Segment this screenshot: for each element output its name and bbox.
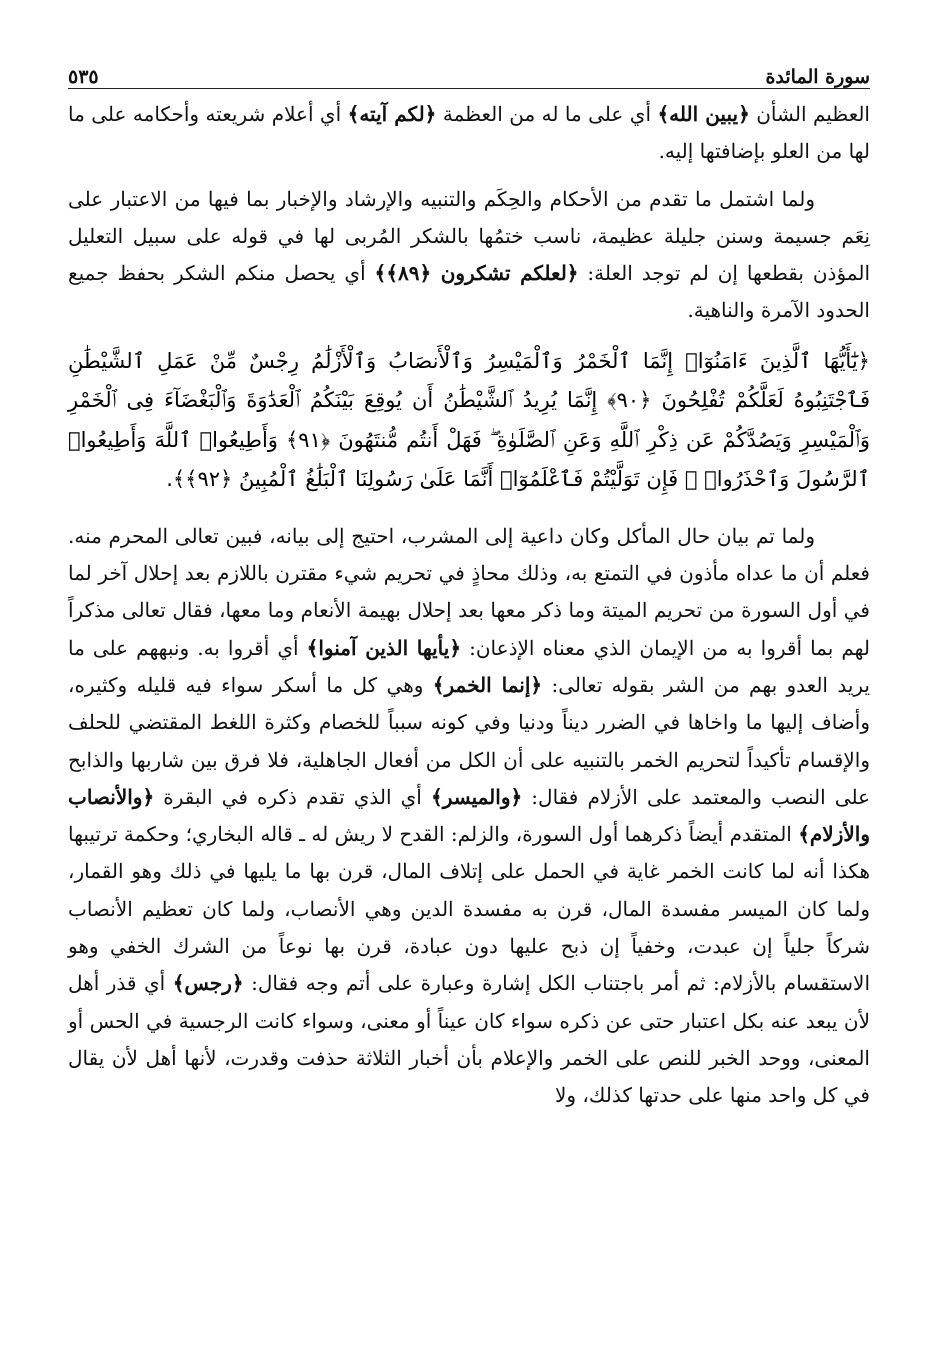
text: ولما اشتمل ما تقدم من الأحكام والحِكَم والتنبيه والإرشاد والإخبار بما فيها من الاعتبار على نِعَم جسيمة وسنن جليلة عظيمة، ناسب ختمُها بالشكر المُربى لها في قوله على سبيل التعليل المؤذن بقطعها إن لم توجد العلة: — [68, 186, 871, 286]
text: أي أقروا به. ونبههم على ما يريد العدو بهم من الشر بقوله تعالى: — [68, 635, 870, 697]
text: أي أعلام شريعته وأحكامه على ما لها من العلو بإضافتها إليه. — [68, 102, 870, 164]
text: وهي كل ما أسكر سواء فيه قليله وكثيره، وأضاف إليها ما واخاها في الضرر ديناً ودنيا وفي كونه سبباً للخصام وكثرة اللغط المقتضي للحلف والإقسام تأكيداً لتحريم الخمر بالتنبيه على أن الكل من أفعال الجاهلية، فلا فرق بين شاربها والذابح على النصب والمعتمد على الأزلام فقال: — [68, 672, 871, 809]
page-header — [68, 56, 870, 88]
quran-verse: ﴿يَٰٓأَيُّهَا ٱلَّذِينَ ءَامَنُوٓا۟ إِنَّمَا ٱلْخَمْرُ وَٱلْمَيْسِرُ وَٱلْأَنصَابُ وَٱلْأَزْلَٰمُ رِجْسٌ مِّنْ عَمَلِ ٱلشَّيْطَٰنِ فَٱجْتَنِبُوهُ لَعَلَّكُمْ تُفْلِحُونَ ﴿٩٠﴾ إِنَّمَا يُرِيدُ ٱلشَّيْطَٰنُ أَن يُوقِعَ بَيْنَكُمُ ٱلْعَدَٰوَةَ وَٱلْبَغْضَآءَ فِى ٱلْخَمْرِ وَٱلْمَيْسِرِ وَيَصُدَّكُمْ عَن ذِكْرِ ٱللَّهِ وَعَنِ ٱلصَّلَوٰةِ ۖ فَهَلْ أَنتُم مُّنتَهُونَ ﴿٩١﴾ وَأَطِيعُوا۟ ٱللَّهَ وَأَطِيعُوا۟ ٱلرَّسُولَ وَٱحْذَرُوا۟ ۚ فَإِن تَوَلَّيْتُمْ فَٱعْلَمُوٓا۟ أَنَّمَا عَلَىٰ رَسُولِنَا ٱلْبَلَٰغُ ٱلْمُبِينُ ﴿٩٢﴾﴾. — [68, 348, 870, 492]
surah-title: سورة المائدة — [765, 66, 870, 88]
text: أي قذر أهل لأن يبعد عنه بكل اعتبار حتى عن ذكره سواء كان عيناً أو معنى، وسواء كانت الرجسية في الحس أو المعنى، ووحد الخبر للنص على الخمر والإعلام بأن أخبار الثلاثة حذفت وقدرت، لأنها أهل لأن يقال في كل واحد منها على حدتها كذلك، ولا — [68, 971, 870, 1108]
quoted-phrase: ﴿والميسر﴾ — [430, 784, 523, 809]
text: أي يحصل منكم الشكر بحفظ جميع الحدود الآمرة والناهية. — [68, 261, 870, 323]
text: العظيم الشأن — [749, 102, 870, 126]
header-rule — [68, 88, 870, 89]
quoted-phrase: ﴿رجس﴾ — [172, 971, 244, 996]
paragraph-2 — [68, 181, 870, 330]
quoted-phrase: ﴿لعلكم تشكرون ﴿٨٩﴾﴾ — [374, 261, 579, 286]
text: ولما تم بيان حال المأكل وكان داعية إلى المشرب، احتيج إلى بيانه، فبين تعالى المحرم منه. فعلم أن ما عداه مأذون في التمتع به، وذلك محاذٍ في تحريم شيء مقترن باللازم بعد إحلال آخر لما في أول السورة من تحريم الميتة وما ذكر معها بعد إحلال بهيمة الأنعام وما معها، فقال تعالى مذكراً لهم بما أقروا به من الإيمان الذي معناه الإذعان: — [68, 523, 870, 660]
quoted-phrase: ﴿يأيها الذين آمنوا﴾ — [306, 635, 462, 660]
page-number: ٥٣٥ — [68, 66, 99, 88]
paragraph-3 — [68, 518, 870, 1115]
quoted-phrase: ﴿إنما الخمر﴾ — [432, 672, 543, 697]
page-body — [68, 96, 870, 1115]
text: أي الذي تقدم ذكره في البقرة — [154, 784, 431, 809]
quoted-phrase: ﴿يبين الله﴾ — [657, 102, 750, 126]
text: أي على ما له من العظمة — [436, 102, 658, 126]
paragraph-1 — [68, 96, 870, 171]
quoted-phrase: ﴿لكم آيته﴾ — [347, 102, 437, 126]
text: المتقدم أيضاً ذكرهما أول السورة، والزلم: القدح لا ريش له ـ قاله البخاري؛ وحكمة ترتيبها هكذا أنه لما كانت الخمر غاية في الحمل على إتلاف المال، قرن بها ما يليها في ذلك وهو القمار، ولما كان الميسر مفسدة المال، قرن به مفسدة الدين وهي الأنصاب، ولما كان تعظيم الأنصاب شركاً جلياً إن عبدت، وخفياً إن ذبح عليها دون عبادة، قرن بها نوعاً من الشرك الخفي وهو الاستقسام بالأزلام: ثم أمر باجتناب الكل إشارة وعبارة على أتم وجه فقال: — [68, 822, 870, 996]
quoted-phrase: ﴿والأنصاب والأزلام﴾ — [68, 784, 870, 847]
